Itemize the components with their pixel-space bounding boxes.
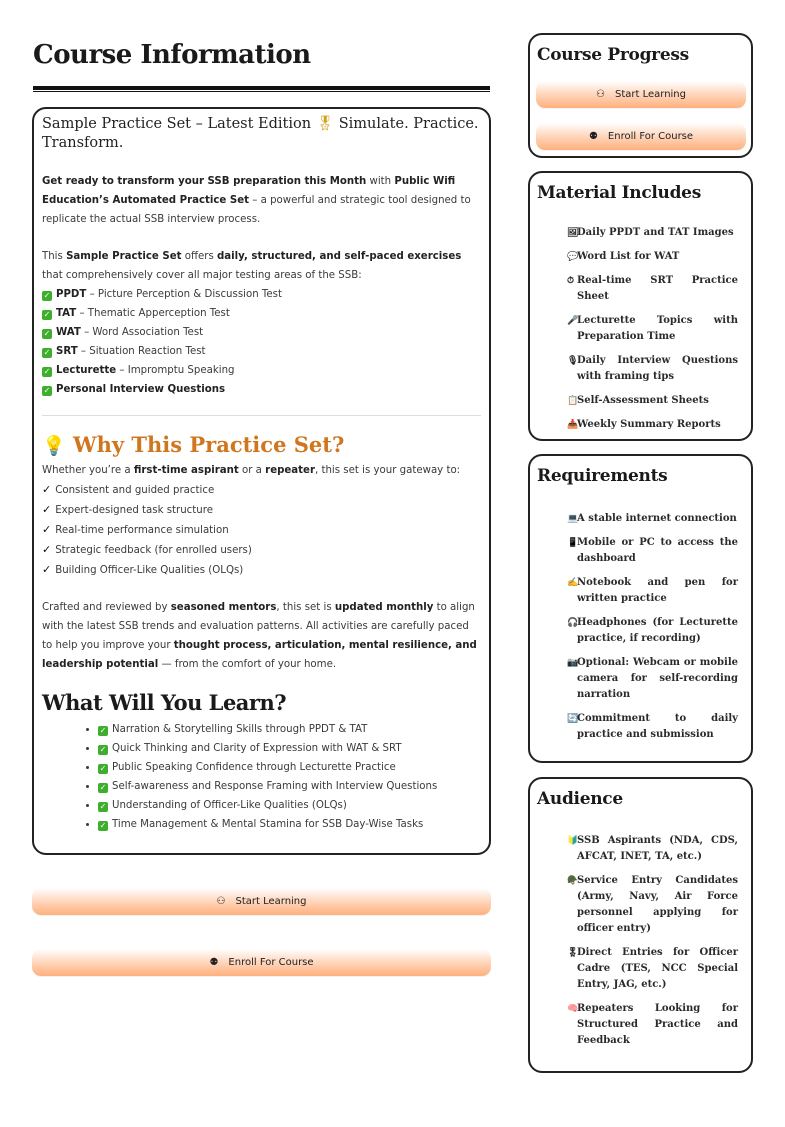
title-divider xyxy=(33,86,490,92)
list-item: ✓ WAT – Word Association Test xyxy=(43,327,204,338)
stopwatch-icon: ⏱ xyxy=(567,276,575,286)
material-list xyxy=(537,225,744,433)
list-item: 🔄 Commitment to daily practice and submission xyxy=(567,713,738,740)
list-item: ✓ Building Officer-Like Qualities (OLQs) xyxy=(42,563,244,576)
list-item: 💬 Word List for WAT xyxy=(567,249,738,265)
card-heading-text: Sample Practice Set – Latest Edition xyxy=(42,116,312,132)
check-icon: ✓ xyxy=(99,726,107,735)
checkmark-icon: ✓ xyxy=(42,483,52,496)
testing-areas-list xyxy=(42,285,481,399)
list-item: 🖼 Daily PPDT and TAT Images xyxy=(567,225,738,241)
requirements-list xyxy=(537,511,744,743)
users-icon: ⚇ xyxy=(216,896,226,907)
check-icon: ✓ xyxy=(99,745,107,754)
course-progress-title: Course Progress xyxy=(537,45,689,65)
requirements-title: Requirements xyxy=(537,466,668,486)
intro-paragraph: Get ready to transform your SSB preparation this Month with Public Wifi Education’s Automated Practice Set – a powerful and strategic tool designed to replicate the actual SSB interview process. xyxy=(42,176,471,225)
requirements-card xyxy=(528,454,753,763)
check-icon: ✓ xyxy=(43,310,51,319)
list-item: 🎤 Lecturette Topics with Preparation Time xyxy=(567,315,738,342)
course-description-card xyxy=(32,107,491,855)
group-icon: ⚉ xyxy=(209,957,219,968)
why-intro: Whether you’re a first-time aspirant or a repeater, this set is your gateway to: xyxy=(42,465,461,476)
lightbulb-icon: 💡 xyxy=(42,435,66,457)
checkmark-icon: ✓ xyxy=(42,523,52,536)
microphone-icon: 🎤 xyxy=(567,316,579,326)
list-item: ✓ Strategic feedback (for enrolled users) xyxy=(42,543,252,556)
audience-title: Audience xyxy=(537,789,623,809)
speech-bubble-icon: 💬 xyxy=(567,252,579,262)
laptop-icon: 💻 xyxy=(567,514,579,524)
enroll-course-button[interactable]: ⚉ Enroll For Course xyxy=(32,949,491,976)
medal-icon: 🎖 xyxy=(567,948,579,958)
audience-card xyxy=(528,777,753,1073)
page-title: Course Information xyxy=(33,40,311,70)
list-item: • ✓ Narration & Storytelling Skills through PPDT & TAT xyxy=(98,720,481,739)
check-icon: ✓ xyxy=(99,821,107,830)
writing-hand-icon: ✍ xyxy=(567,578,579,588)
camera-icon: 📷 xyxy=(567,658,579,668)
list-item: • ✓ Time Management & Mental Stamina for SSB Day-Wise Tasks xyxy=(98,815,481,834)
list-item: ✓ Personal Interview Questions xyxy=(43,384,226,395)
list-item: 🎖 Direct Entries for Officer Cadre (TES, NCC Special Entry, JAG, etc.) xyxy=(567,947,738,990)
list-item: ✓ Lecturette – Impromptu Speaking xyxy=(43,365,235,376)
list-item: ⏱ Real-time SRT Practice Sheet xyxy=(567,275,738,302)
side-start-learning-button[interactable]: ⚇ Start Learning xyxy=(536,81,746,108)
card-heading xyxy=(42,115,481,153)
list-item: 💻 A stable internet connection xyxy=(567,511,738,527)
list-item: ✍ Notebook and pen for written practice xyxy=(567,577,738,604)
clipboard-icon: 📋 xyxy=(567,396,579,406)
checkmark-icon: ✓ xyxy=(42,563,52,576)
inbox-icon: 📥 xyxy=(567,420,579,430)
list-item: ✓ Consistent and guided practice xyxy=(42,483,215,496)
studio-mic-icon: 🎙 xyxy=(567,356,579,366)
list-item: ✓ TAT – Thematic Apperception Test xyxy=(43,308,230,319)
check-icon: ✓ xyxy=(43,329,51,338)
list-item: ✓ PPDT – Picture Perception & Discussion Test xyxy=(43,289,282,300)
section-divider xyxy=(42,415,481,416)
material-includes-title: Material Includes xyxy=(537,183,701,203)
medal-icon: 🎖 xyxy=(315,116,335,132)
list-item: • ✓ Self-awareness and Response Framing with Interview Questions xyxy=(98,777,481,796)
check-icon: ✓ xyxy=(43,367,51,376)
list-item: • ✓ Quick Thinking and Clarity of Expression with WAT & SRT xyxy=(98,739,481,758)
list-item: 📋 Self-Assessment Sheets xyxy=(567,393,738,409)
list-item: • ✓ Understanding of Officer-Like Qualities (OLQs) xyxy=(98,796,481,815)
audience-list xyxy=(537,833,744,1049)
list-item: 🧠 Repeaters Looking for Structured Practice and Feedback xyxy=(567,1003,738,1046)
list-item: 🎧 Headphones (for Lecturette practice, if recording) xyxy=(567,617,738,644)
why-points-list xyxy=(42,480,481,580)
crafted-paragraph: Crafted and reviewed by seasoned mentors, this set is updated monthly to align with the latest SSB trends and evaluation patterns. All activities are carefully paced to help you improve your thought process, articulation, mental resilience, and leadership potential — from the comfort of your home. xyxy=(42,602,477,670)
list-item: 📱 Mobile or PC to access the dashboard xyxy=(567,537,738,564)
list-item: 📷 Optional: Webcam or mobile camera for self-recording narration xyxy=(567,657,738,700)
repeat-icon: 🔄 xyxy=(567,714,579,724)
list-item: ✓ Real-time performance simulation xyxy=(42,523,229,536)
image-icon: 🖼 xyxy=(567,228,579,238)
offers-paragraph: This Sample Practice Set offers daily, structured, and self-paced exercises that comprehensively cover all major testing areas of the SSB: xyxy=(42,251,462,281)
material-includes-card xyxy=(528,171,753,441)
users-icon: ⚇ xyxy=(596,89,605,100)
start-learning-button[interactable]: ⚇ Start Learning xyxy=(32,888,491,915)
checkmark-icon: ✓ xyxy=(42,503,52,516)
military-helmet-icon: 🪖 xyxy=(567,876,579,886)
list-item: 🪖 Service Entry Candidates (Army, Navy, Air Force personnel applying for officer entry) xyxy=(567,875,738,934)
checkmark-icon: ✓ xyxy=(42,543,52,556)
headphones-icon: 🎧 xyxy=(567,618,579,628)
list-item: ✓ SRT – Situation Reaction Test xyxy=(43,346,206,357)
list-item: 🔰 SSB Aspirants (NDA, CDS, AFCAT, INET, TA, etc.) xyxy=(567,835,738,862)
check-icon: ✓ xyxy=(43,291,51,300)
learn-list xyxy=(42,720,481,834)
list-item: • ✓ Public Speaking Confidence through Lecturette Practice xyxy=(98,758,481,777)
check-icon: ✓ xyxy=(99,783,107,792)
check-icon: ✓ xyxy=(43,348,51,357)
group-icon: ⚉ xyxy=(588,131,598,142)
brain-icon: 🧠 xyxy=(567,1004,579,1014)
check-icon: ✓ xyxy=(99,764,107,773)
check-icon: ✓ xyxy=(99,802,107,811)
mobile-phone-icon: 📱 xyxy=(567,538,579,548)
learn-heading: What Will You Learn? xyxy=(42,690,287,715)
list-item: 📥 Weekly Summary Reports xyxy=(567,417,738,433)
check-icon: ✓ xyxy=(43,386,51,395)
beginner-badge-icon: 🔰 xyxy=(567,836,579,846)
card-heading-tail: Simulate. Practice. Transform. xyxy=(42,116,479,151)
list-item: 🎙 Daily Interview Questions with framing tips xyxy=(567,355,738,382)
side-enroll-course-button[interactable]: ⚉ Enroll For Course xyxy=(536,123,746,150)
why-heading: 💡 Why This Practice Set? xyxy=(42,432,345,457)
list-item: ✓ Expert-designed task structure xyxy=(42,503,213,516)
